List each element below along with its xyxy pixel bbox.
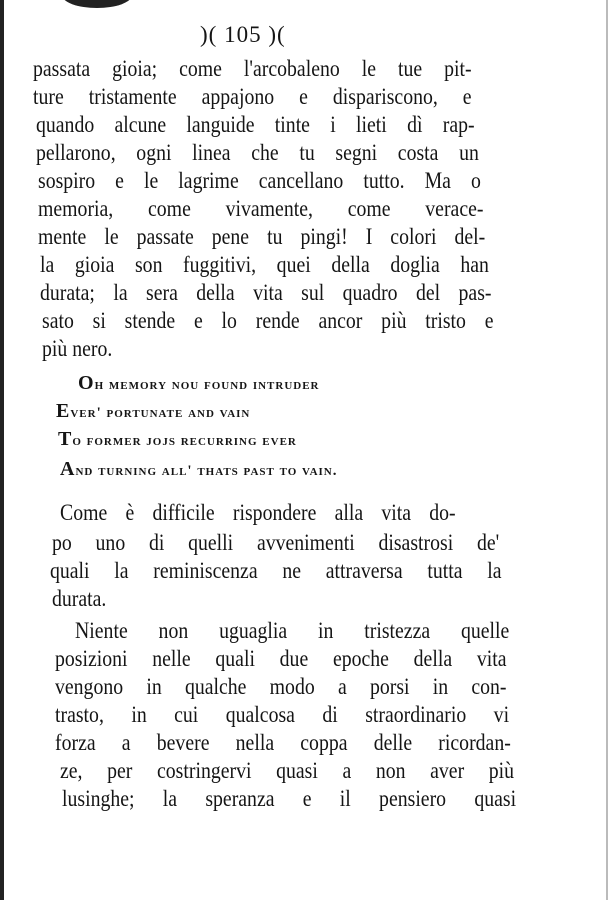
paragraph3-line: trasto, in cui qualcosa di straordinario vi [55, 702, 510, 727]
paragraph3-line: forza a bevere nella coppa delle ricordan- [55, 730, 511, 755]
paragraph3-line: posizioni nelle quali due epoche della vita [55, 646, 507, 671]
page-number: )( 105 )( [200, 22, 286, 47]
paragraph2-line: po uno di quelli avvenimenti disastrosi de' [52, 530, 500, 555]
paragraph2-line: quali la reminiscenza ne attraversa tutta la [50, 558, 502, 583]
ink-smudge [62, 0, 132, 8]
paragraph1-line: mente le passate pene tu pingi! I colori del- [38, 224, 486, 249]
paragraph1-line: sato si stende e lo rende ancor più tristo e [42, 308, 494, 333]
page-edge-left [0, 0, 4, 900]
verse-line: To former jojs recurring ever [58, 428, 297, 450]
paragraph1-line: più nero. [42, 336, 113, 361]
paragraph2-line: Come è difficile rispondere alla vita do- [60, 500, 456, 525]
paragraph1-line: sospiro e le lagrime cancellano tutto. Ma o [38, 168, 481, 193]
paragraph1-line: la gioia son fuggitivi, quei della doglia han [40, 252, 489, 277]
paragraph3-line: lusinghe; la speranza e il pensiero quasi [62, 786, 517, 811]
paragraph3-line: ze, per costringervi quasi a non aver più [60, 758, 515, 783]
paragraph1-line: ture tristamente appajono e dispariscono, e [33, 84, 472, 109]
paragraph1-line: pellarono, ogni linea che tu segni costa un [36, 140, 479, 165]
paragraph3-line: vengono in qualche modo a porsi in con- [55, 674, 507, 699]
verse-line: And turning all' thats past to vain. [60, 458, 338, 480]
page-edge-right [606, 0, 608, 900]
paragraph1-line: passata gioia; come l'arcobaleno le tue pit- [33, 56, 472, 81]
paragraph2-line: durata. [52, 586, 107, 611]
paragraph1-line: memoria, come vivamente, come verace- [38, 196, 484, 221]
verse-line: Ever' portunate and vain [56, 400, 251, 422]
paragraph1-line: quando alcune languide tinte i lieti dì rap- [36, 112, 475, 137]
paragraph3-line: Niente non uguaglia in tristezza quelle [75, 618, 510, 643]
verse-line: Oh memory nou found intruder [78, 372, 320, 394]
paragraph1-line: durata; la sera della vita sul quadro del pas- [40, 280, 492, 305]
